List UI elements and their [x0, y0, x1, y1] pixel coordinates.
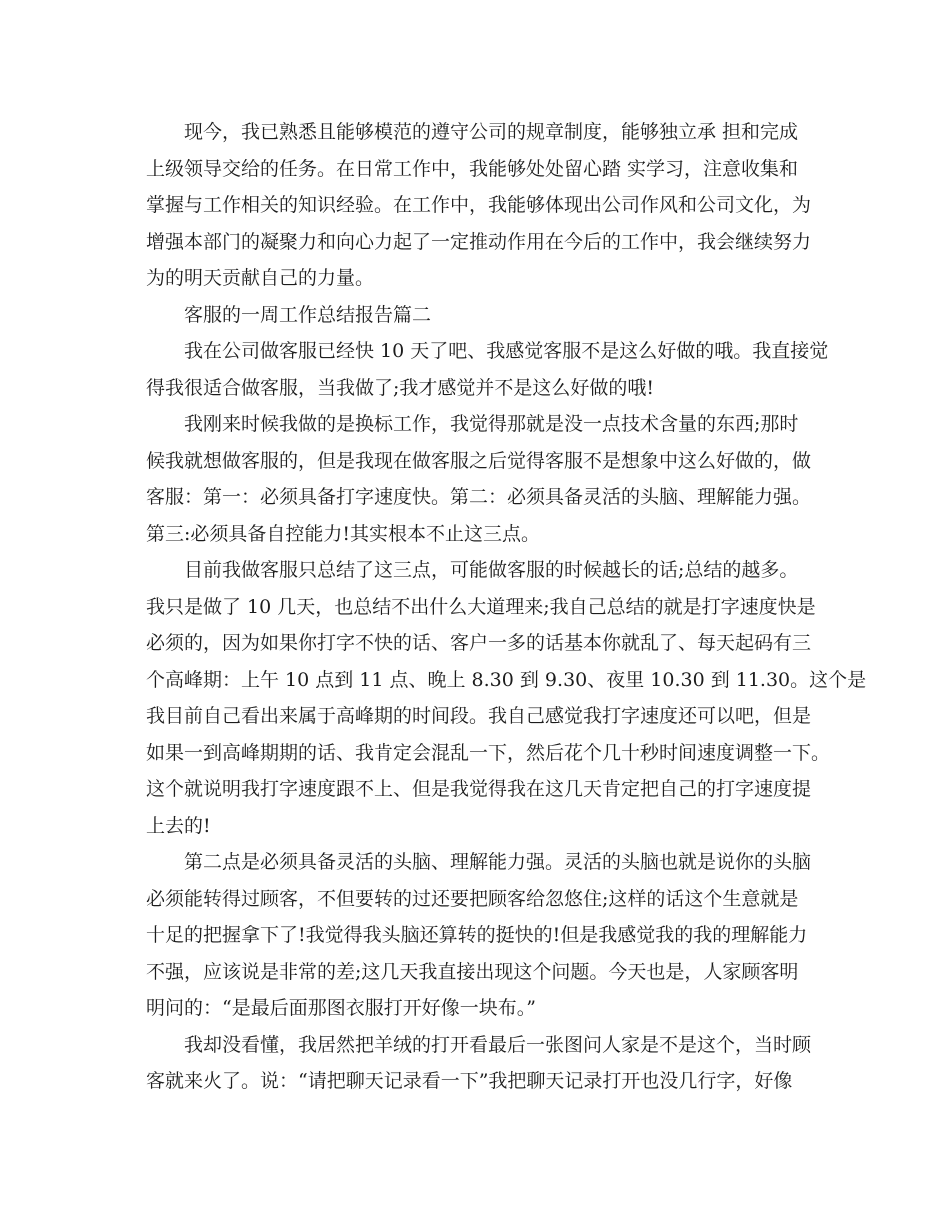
text-line: 上去的! [146, 814, 211, 837]
text-line: 明问的：“是最后面那图衣服打开好像一块布。” [146, 997, 536, 1019]
text-line: 必须的，因为如果你打字不快的话、客户一多的话基本你就乱了、每天起码有三 [146, 632, 812, 654]
text-line: 得我很适合做客服，当我做了;我才感觉并不是这么好做的哦! [146, 376, 655, 399]
text-line: 这个就说明我打字速度跟不上、但是我觉得我在这几天肯定把自己的打字速度提 [146, 778, 812, 800]
text-line: 个高峰期：上午 10 点到 11 点、晚上 8.30 到 9.30、夜里 10.30 到 11.30。这个是 [146, 668, 867, 691]
text-line: 第二点是必须具备灵活的头脑、理解能力强。灵活的头脑也就是说你的头脑 [184, 851, 812, 873]
text-line: 客就来火了。说：“请把聊天记录看一下”我把聊天记录打开也没几行字，好像 [146, 1070, 793, 1092]
text-line: 必须能转得过顾客，不但要转的过还要把顾客给忽悠住;这样的话这个生意就是 [146, 887, 799, 910]
text-line: 不强，应该说是非常的差;这几天我直接出现这个问题。今天也是，人家顾客明 [146, 960, 799, 983]
text-line: 目前我做客服只总结了这三点，可能做客服的时候越长的话;总结的越多。 [184, 559, 799, 581]
text-line: 客服：第一：必须具备打字速度快。第二：必须具备灵活的头脑、理解能力强。 [146, 486, 812, 508]
text-line: 客服的一周工作总结报告篇二 [184, 303, 432, 326]
text-line: 现今，我已熟悉且能够模范的遵守公司的规章制度，能够独立承 担和完成 [184, 121, 799, 143]
text-line: 增强本部门的凝聚力和向心力起了一定推动作用在今后的工作中，我会继续努力 [146, 230, 812, 253]
text-line: 我在公司做客服已经快 10 天了吧、我感觉客服不是这么好做的哦。我直接觉 [184, 340, 829, 362]
text-line: 我目前自己看出来属于高峰期的时间段。我自己感觉我打字速度还可以吧，但是 [146, 705, 812, 727]
text-line: 掌握与工作相关的知识经验。在工作中，我能够体现出公司作风和公司文化，为 [146, 194, 812, 216]
text-line: 我只是做了 10 几天，也总结不出什么大道理来;我自己总结的就是打字速度快是 [146, 595, 816, 618]
text-line: 我刚来时候我做的是换标工作，我觉得那就是没一点技术含量的东西;那时 [184, 413, 799, 435]
text-line: 候我就想做客服的，但是我现在做客服之后觉得客服不是想象中这么好做的，做 [146, 449, 812, 472]
text-line: 上级领导交给的任务。在日常工作中，我能够处处留心踏 实学习，注意收集和 [146, 157, 799, 180]
text-line: 为的明天贡献自己的力量。 [146, 267, 375, 289]
text-line: 如果一到高峰期期的话、我肯定会混乱一下，然后花个几十秒时间速度调整一下。 [146, 741, 831, 764]
text-line: 第三:必须具备自控能力!其实根本不止这三点。 [146, 522, 541, 545]
document-body [146, 114, 867, 1100]
text-line: 十足的把握拿下了!我觉得我头脑还算转的挺快的!但是我感觉我的我的理解能力 [146, 924, 808, 946]
text-line: 我却没看懂，我居然把羊绒的打开看最后一张图问人家是不是这个，当时顾 [184, 1033, 812, 1056]
